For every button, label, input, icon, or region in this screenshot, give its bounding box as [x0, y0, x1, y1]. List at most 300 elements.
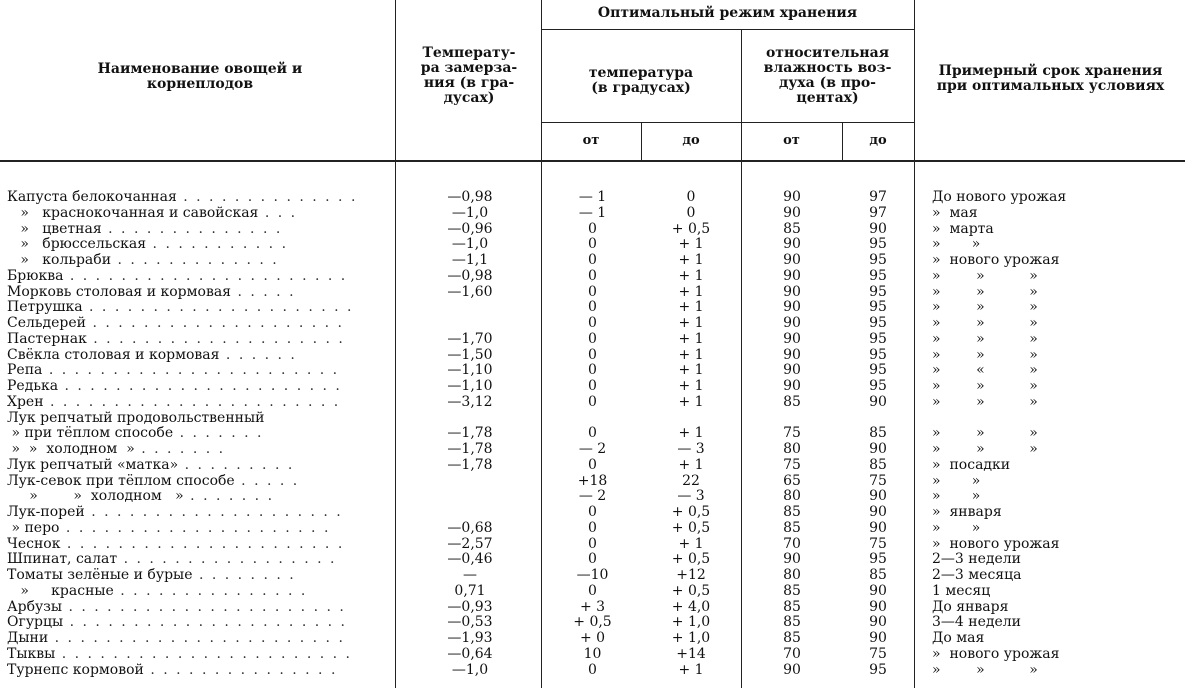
humidity-from: 85: [783, 599, 801, 615]
leader-dots: . . . . . . .: [173, 426, 264, 442]
storage-term: » » »: [932, 316, 1038, 331]
humidity-to: 75: [869, 646, 887, 662]
storage-term: » нового урожая: [932, 253, 1060, 268]
freezing-temp: —0,98: [447, 190, 493, 205]
temp-from: 0: [588, 583, 597, 599]
temp-to: + 0,5: [671, 221, 711, 237]
vegetable-name-text: Хрен: [7, 394, 44, 410]
vegetable-name-text: » красные: [7, 583, 114, 599]
humidity-to: 75: [869, 536, 887, 552]
temp-from: 0: [588, 520, 597, 536]
temp-to: + 1: [678, 331, 704, 347]
humidity-to: 85: [869, 568, 887, 583]
storage-term: 1 месяц: [932, 583, 991, 599]
vegetable-name-text: Лук репчатый продовольственный: [7, 410, 265, 426]
humidity-from: 85: [783, 394, 801, 410]
table-row: [0, 521, 1185, 537]
leader-dots: . . . . . . . . . . .: [146, 237, 289, 253]
column-header-term: Примерный срок хранения при оптимальных условиях: [936, 63, 1165, 94]
vegetable-name: [7, 300, 387, 316]
freezing-temp: —0,68: [447, 520, 493, 536]
humidity-from: 90: [783, 662, 801, 678]
freezing-temp: —1,0: [451, 205, 489, 221]
humidity-from: 70: [783, 536, 801, 552]
table-row: [0, 190, 1185, 206]
temp-to: + 1,0: [671, 615, 711, 631]
table-row: [0, 474, 1185, 490]
temp-to: + 1: [678, 284, 704, 300]
table-row: [0, 458, 1185, 474]
vegetable-name: [7, 442, 387, 458]
vegetable-name: [7, 426, 387, 442]
humidity-from: 90: [783, 331, 801, 347]
humidity-from: 90: [783, 284, 801, 300]
leader-dots: . . . . . . . . . . . . . . . . . . . . . .: [62, 599, 346, 615]
humidity-to: 95: [869, 552, 887, 568]
humidity-from: 80: [783, 489, 801, 505]
leader-dots: . . . . . . .: [134, 442, 226, 457]
table-row: [0, 222, 1185, 238]
humidity-to: 95: [869, 379, 887, 394]
temp-from: 0: [588, 505, 597, 520]
vegetable-name: [7, 395, 387, 411]
vegetable-name: [7, 332, 387, 348]
vegetable-name-text: Тыквы: [7, 646, 56, 662]
vegetable-name-text: Лук-севок при тёплом способе: [7, 473, 235, 489]
temp-to: + 1: [678, 394, 704, 410]
humidity-from: 90: [783, 205, 801, 221]
temp-to: 0: [686, 205, 696, 221]
humidity-to: 95: [869, 300, 887, 316]
leader-dots: . . . . . . . . . . . . . . . . . . . . . .: [58, 379, 342, 394]
leader-dots: . . . . .: [234, 473, 300, 489]
temp-from: 0: [588, 662, 597, 678]
temp-to: + 1: [678, 300, 704, 316]
table-row: [0, 505, 1185, 521]
storage-term: » » »: [932, 394, 1038, 410]
humidity-to: 95: [869, 363, 887, 379]
storage-term: » « »: [932, 363, 1038, 379]
storage-term: » марта: [932, 221, 994, 237]
header-bottom-rule: [0, 160, 1185, 162]
vegetable-name-text: Петрушка: [7, 300, 83, 316]
subheader-temp-to: до: [682, 133, 700, 148]
temp-to: + 1,0: [671, 631, 711, 646]
freezing-temp: —2,57: [447, 536, 493, 552]
table-body: [0, 190, 1185, 678]
storage-term: » » »: [932, 347, 1038, 363]
table-row: [0, 663, 1185, 679]
humidity-to: 85: [869, 457, 887, 473]
subheader-humidity-from: от: [783, 133, 800, 148]
humidity-to: 95: [869, 331, 887, 347]
temp-to: +12: [676, 568, 706, 583]
vegetable-name-text: Пастернак: [7, 331, 87, 347]
vegetable-name: [7, 647, 387, 663]
vegetable-name-text: Лук-порей: [7, 505, 85, 520]
temp-to: 0: [686, 190, 696, 205]
storage-term: 2—3 месяца: [932, 568, 1022, 583]
humidity-to: 90: [869, 583, 887, 599]
temp-from: + 0: [579, 631, 606, 646]
leader-dots: . . . . . . . . . . . . . .: [176, 190, 358, 205]
humidity-from: 65: [783, 473, 801, 489]
table-row: [0, 647, 1185, 663]
humidity-to: 90: [869, 489, 887, 505]
leader-dots: . . . . .: [231, 284, 296, 300]
humidity-to: 95: [869, 662, 887, 678]
freezing-temp: —1,0: [451, 662, 489, 678]
table-row: [0, 631, 1185, 647]
humidity-from: 90: [783, 363, 801, 379]
temp-from: 0: [588, 457, 597, 473]
humidity-from: 90: [783, 237, 801, 253]
humidity-to: 97: [869, 205, 887, 221]
humidity-to: 95: [869, 316, 887, 331]
temp-from: 10: [583, 646, 602, 662]
humidity-to: 90: [869, 442, 887, 457]
vegetable-name-text: Свёкла столовая и кормовая: [7, 347, 220, 363]
storage-term: » » »: [932, 442, 1038, 457]
vegetable-name: [7, 663, 387, 679]
vegetable-name-text: » цветная: [7, 221, 102, 237]
leader-dots: . . . . . . . . . . . . . . . . . . . . . . .: [43, 394, 341, 410]
humidity-to: 95: [869, 268, 887, 284]
leader-dots: . . . . . . . . . . . . . . . . . . . .: [86, 331, 345, 347]
column-header-humidity: относительная влажность воз- духа (в про- центах): [763, 45, 892, 106]
freezing-temp: —: [463, 568, 477, 583]
freezing-temp: —1,78: [447, 442, 493, 457]
storage-term: До января: [932, 599, 1009, 615]
vegetable-name-text: Сельдерей: [7, 316, 86, 331]
humidity-to: 90: [869, 631, 887, 646]
storage-term: » »: [932, 237, 981, 253]
temp-from: 0: [588, 394, 597, 410]
vegetable-name-text: Арбузы: [7, 599, 63, 615]
humidity-from: 85: [783, 583, 801, 599]
storage-term: » нового урожая: [932, 536, 1060, 552]
temp-to: + 1: [678, 347, 704, 363]
temp-to: + 1: [678, 426, 704, 442]
storage-term: » » »: [932, 379, 1038, 394]
vegetable-name-text: Турнепс кормовой: [7, 662, 144, 678]
leader-dots: . . . . . . .: [183, 489, 275, 505]
table-row: [0, 395, 1185, 411]
temp-to: + 4,0: [671, 599, 711, 615]
humidity-to: 90: [869, 394, 887, 410]
humidity-to: 97: [869, 190, 887, 205]
storage-term: » января: [932, 505, 1002, 520]
freezing-temp: —1,10: [447, 379, 493, 394]
freezing-temp: —1,70: [447, 331, 493, 347]
temp-from: + 3: [579, 599, 606, 615]
storage-term: » » »: [932, 268, 1038, 284]
vegetable-name-text: Капуста белокочанная: [7, 190, 177, 205]
table-row: [0, 568, 1185, 584]
vegetable-name: [7, 190, 387, 206]
leader-dots: . . . . . . . . . . . . . . . . .: [117, 552, 337, 568]
storage-term: » » »: [932, 662, 1038, 678]
column-header-name: Наименование овощей и корнеплодов: [97, 61, 303, 92]
table-row: [0, 332, 1185, 348]
temp-to: + 0,5: [671, 520, 711, 536]
leader-dots: . . . . . . . . . . . . . . . . . . . . . . .: [55, 646, 352, 662]
leader-dots: . . . . . . . . .: [178, 457, 295, 473]
leader-dots: . . . . . . . . . . . . . . . . . . . .: [84, 505, 343, 520]
subheader-temp-from: от: [582, 133, 600, 148]
vegetable-name: [7, 206, 387, 222]
storage-term: » нового урожая: [932, 646, 1060, 662]
humidity-from: 90: [783, 300, 801, 316]
vegetable-name: [7, 568, 387, 584]
temp-from: 0: [588, 316, 597, 331]
vegetable-name-text: » брюссельская: [7, 237, 147, 253]
leader-dots: . . . . . . . . . . . . . . . . . . . . .: [82, 300, 354, 316]
humidity-to: 90: [869, 520, 887, 536]
leader-dots: . . . . . . . . . . . . . . .: [113, 583, 308, 599]
humidity-from: 85: [783, 615, 801, 631]
table-row: [0, 300, 1185, 316]
temp-from: 0: [588, 331, 597, 347]
humidity-from: 70: [783, 646, 801, 662]
vegetable-name-text: Репа: [7, 363, 43, 379]
temp-from: —10: [576, 568, 609, 583]
vegetable-name: [7, 600, 387, 616]
leader-dots: . . . . . . . . . . . . . . . . . . . .: [86, 316, 345, 331]
humidity-from: 90: [783, 316, 801, 331]
vegetable-name: [7, 269, 387, 285]
freezing-temp: —1,60: [447, 284, 493, 300]
storage-term: » » »: [932, 426, 1038, 442]
freezing-temp: —0,46: [447, 552, 493, 568]
table-row: [0, 269, 1185, 285]
vegetable-name-text: Морковь столовая и кормовая: [7, 284, 232, 300]
leader-dots: . . . . . . . . . . . . . . . . . . . . . . .: [42, 363, 340, 379]
temp-from: 0: [588, 253, 597, 268]
vegetable-name-text: Дыни: [7, 631, 49, 646]
table-row: [0, 206, 1185, 222]
humidity-to: 95: [869, 237, 887, 253]
leader-dots: . . . . . . . . . . . . . .: [101, 221, 283, 237]
table-row: [0, 600, 1185, 616]
temp-to: + 0,5: [671, 583, 711, 599]
humidity-from: 80: [783, 442, 801, 457]
humidity-from: 90: [783, 347, 801, 363]
vegetable-name: [7, 411, 387, 427]
storage-term: » мая: [932, 205, 978, 221]
storage-term: » посадки: [932, 457, 1011, 473]
humidity-from: 90: [783, 190, 801, 205]
freezing-temp: —1,93: [447, 631, 493, 646]
vegetable-name: [7, 552, 387, 568]
vegetable-name: [7, 363, 387, 379]
vegetable-name-text: Шпинат, салат: [7, 552, 118, 568]
table-row: [0, 379, 1185, 395]
vegetable-name: [7, 222, 387, 238]
vegetable-name: [7, 537, 387, 553]
vegetable-name: [7, 489, 387, 505]
temp-to: +14: [676, 646, 706, 662]
leader-dots: . . . . . . . . . . . . . . . . . . . . . . .: [48, 631, 345, 646]
storage-term: До мая: [932, 631, 985, 646]
leader-dots: . . .: [258, 205, 298, 221]
storage-term: 2—3 недели: [932, 552, 1022, 568]
table-row: [0, 237, 1185, 253]
leader-dots: . . . . . . . . . . . . .: [111, 253, 279, 268]
temp-from: 0: [588, 347, 597, 363]
leader-dots: . . . . . . . .: [192, 568, 296, 583]
table-row: [0, 442, 1185, 458]
temp-to: — 3: [677, 442, 705, 457]
temp-to: + 1: [678, 379, 704, 394]
storage-term: » » »: [932, 331, 1038, 347]
table-row: [0, 363, 1185, 379]
humidity-from: 80: [783, 568, 801, 583]
leader-dots: . . . . . . . . . . . . . . . . . . . . . .: [63, 268, 348, 284]
column-header-freeze: Температу- ра замерза- ния (в гра- дусах): [420, 45, 518, 106]
temp-from: 0: [588, 552, 597, 568]
vegetable-name-text: Огурцы: [7, 615, 64, 631]
temp-to: + 1: [678, 237, 704, 253]
freezing-temp: —1,1: [451, 253, 489, 268]
humidity-to: 90: [869, 615, 887, 631]
temp-from: — 2: [578, 489, 607, 505]
vegetable-name: [7, 285, 387, 301]
temp-from: 0: [588, 300, 597, 316]
vegetable-name-text: » перо: [7, 520, 60, 536]
freezing-temp: —0,53: [447, 615, 493, 631]
vegetable-name-text: » при тёплом способе: [7, 426, 174, 442]
table-row: [0, 489, 1185, 505]
temp-from: 0: [588, 284, 597, 300]
vegetable-name-text: » краснокочанная и савойская: [7, 205, 259, 221]
temp-to: + 1: [678, 662, 704, 678]
table-row: [0, 411, 1185, 427]
table-row: [0, 253, 1185, 269]
vegetable-name: [7, 521, 387, 537]
temp-from: 0: [588, 426, 597, 442]
leader-dots: . . . . . . . . . . . . . . . . . . . . . .: [63, 615, 347, 631]
temp-from: +18: [577, 473, 608, 489]
freezing-temp: 0,71: [454, 583, 486, 599]
freezing-temp: —0,64: [447, 646, 493, 662]
vegetable-name: [7, 584, 387, 600]
temp-from: — 1: [578, 190, 607, 205]
temp-to: + 1: [678, 536, 704, 552]
temp-to: 22: [682, 473, 700, 489]
freezing-temp: —1,10: [447, 363, 493, 379]
temp-from: + 0,5: [573, 615, 612, 631]
table-row: [0, 426, 1185, 442]
temp-from: 0: [588, 379, 597, 394]
table-row: [0, 285, 1185, 301]
freezing-temp: —1,0: [451, 237, 489, 253]
freezing-temp: —0,93: [447, 599, 493, 615]
table-row: [0, 316, 1185, 332]
temp-to: + 1: [678, 457, 704, 473]
vegetable-name-text: Чеснок: [7, 536, 61, 552]
humidity-from: 85: [783, 505, 801, 520]
storage-term: » » »: [932, 300, 1038, 316]
temp-to: + 1: [678, 316, 704, 331]
temp-from: — 1: [578, 205, 607, 221]
storage-term: 3—4 недели: [932, 615, 1022, 631]
humidity-from: 90: [783, 379, 801, 394]
freezing-temp: —1,78: [447, 457, 493, 473]
leader-dots: . . . . . . . . . . . . . . .: [143, 662, 338, 678]
humidity-to: 90: [869, 599, 887, 615]
humidity-from: 90: [783, 552, 801, 568]
temp-to: + 0,5: [671, 552, 711, 568]
humidity-from: 85: [783, 631, 801, 646]
header-divider: [541, 29, 914, 30]
temp-from: 0: [588, 221, 597, 237]
temp-to: — 3: [677, 489, 705, 505]
vegetable-name: [7, 474, 387, 490]
humidity-to: 95: [869, 253, 887, 268]
vegetable-name-text: Брюква: [7, 268, 64, 284]
vegetable-name-text: Томаты зелёные и бурые: [7, 568, 193, 583]
humidity-to: 90: [869, 221, 887, 237]
humidity-from: 75: [783, 457, 801, 473]
humidity-to: 75: [869, 473, 887, 489]
leader-dots: . . . . . . . . . . . . . . . . . . . . . .: [60, 536, 345, 552]
storage-term: » »: [932, 473, 981, 489]
temp-from: — 2: [578, 442, 607, 457]
vegetable-name-text: » » холодном »: [7, 489, 184, 505]
temp-from: 0: [588, 536, 597, 552]
vegetable-name: [7, 458, 387, 474]
temp-to: + 0,5: [671, 505, 711, 520]
table-row: [0, 584, 1185, 600]
humidity-to: 85: [869, 426, 887, 442]
freezing-temp: —3,12: [447, 394, 493, 410]
humidity-to: 90: [869, 505, 887, 520]
temp-from: 0: [588, 268, 597, 284]
subheader-humidity-to: до: [869, 133, 887, 148]
humidity-from: 85: [783, 221, 801, 237]
leader-dots: . . . . . . . . . . . . . . . . . . . . .: [59, 520, 331, 536]
storage-term: » » »: [932, 284, 1038, 300]
temp-from: 0: [588, 237, 597, 253]
column-header-optimal: Оптимальный режим хранения: [597, 5, 858, 21]
vegetable-name-text: Лук репчатый «матка»: [7, 457, 179, 473]
table-row: [0, 537, 1185, 553]
humidity-to: 95: [869, 284, 887, 300]
humidity-from: 75: [783, 426, 801, 442]
freezing-temp: —0,98: [447, 268, 493, 284]
vegetable-name: [7, 615, 387, 631]
column-header-temperature: температура (в градусах): [588, 65, 694, 96]
vegetable-name: [7, 631, 387, 647]
table-row: [0, 348, 1185, 364]
vegetable-name-text: Редька: [7, 379, 59, 394]
table-row: [0, 552, 1185, 568]
humidity-to: 95: [869, 347, 887, 363]
freezing-temp: —0,96: [447, 221, 493, 237]
temp-to: + 1: [678, 268, 704, 284]
storage-term: До нового урожая: [932, 190, 1067, 205]
freezing-temp: —1,50: [447, 347, 493, 363]
humidity-from: 90: [783, 268, 801, 284]
storage-term: » »: [932, 489, 981, 505]
humidity-from: 90: [783, 253, 801, 268]
vegetable-name: [7, 316, 387, 332]
vegetable-name-text: » кольраби: [7, 253, 112, 268]
temp-from: 0: [588, 363, 597, 379]
vegetable-name: [7, 379, 387, 395]
vegetable-name: [7, 348, 387, 364]
